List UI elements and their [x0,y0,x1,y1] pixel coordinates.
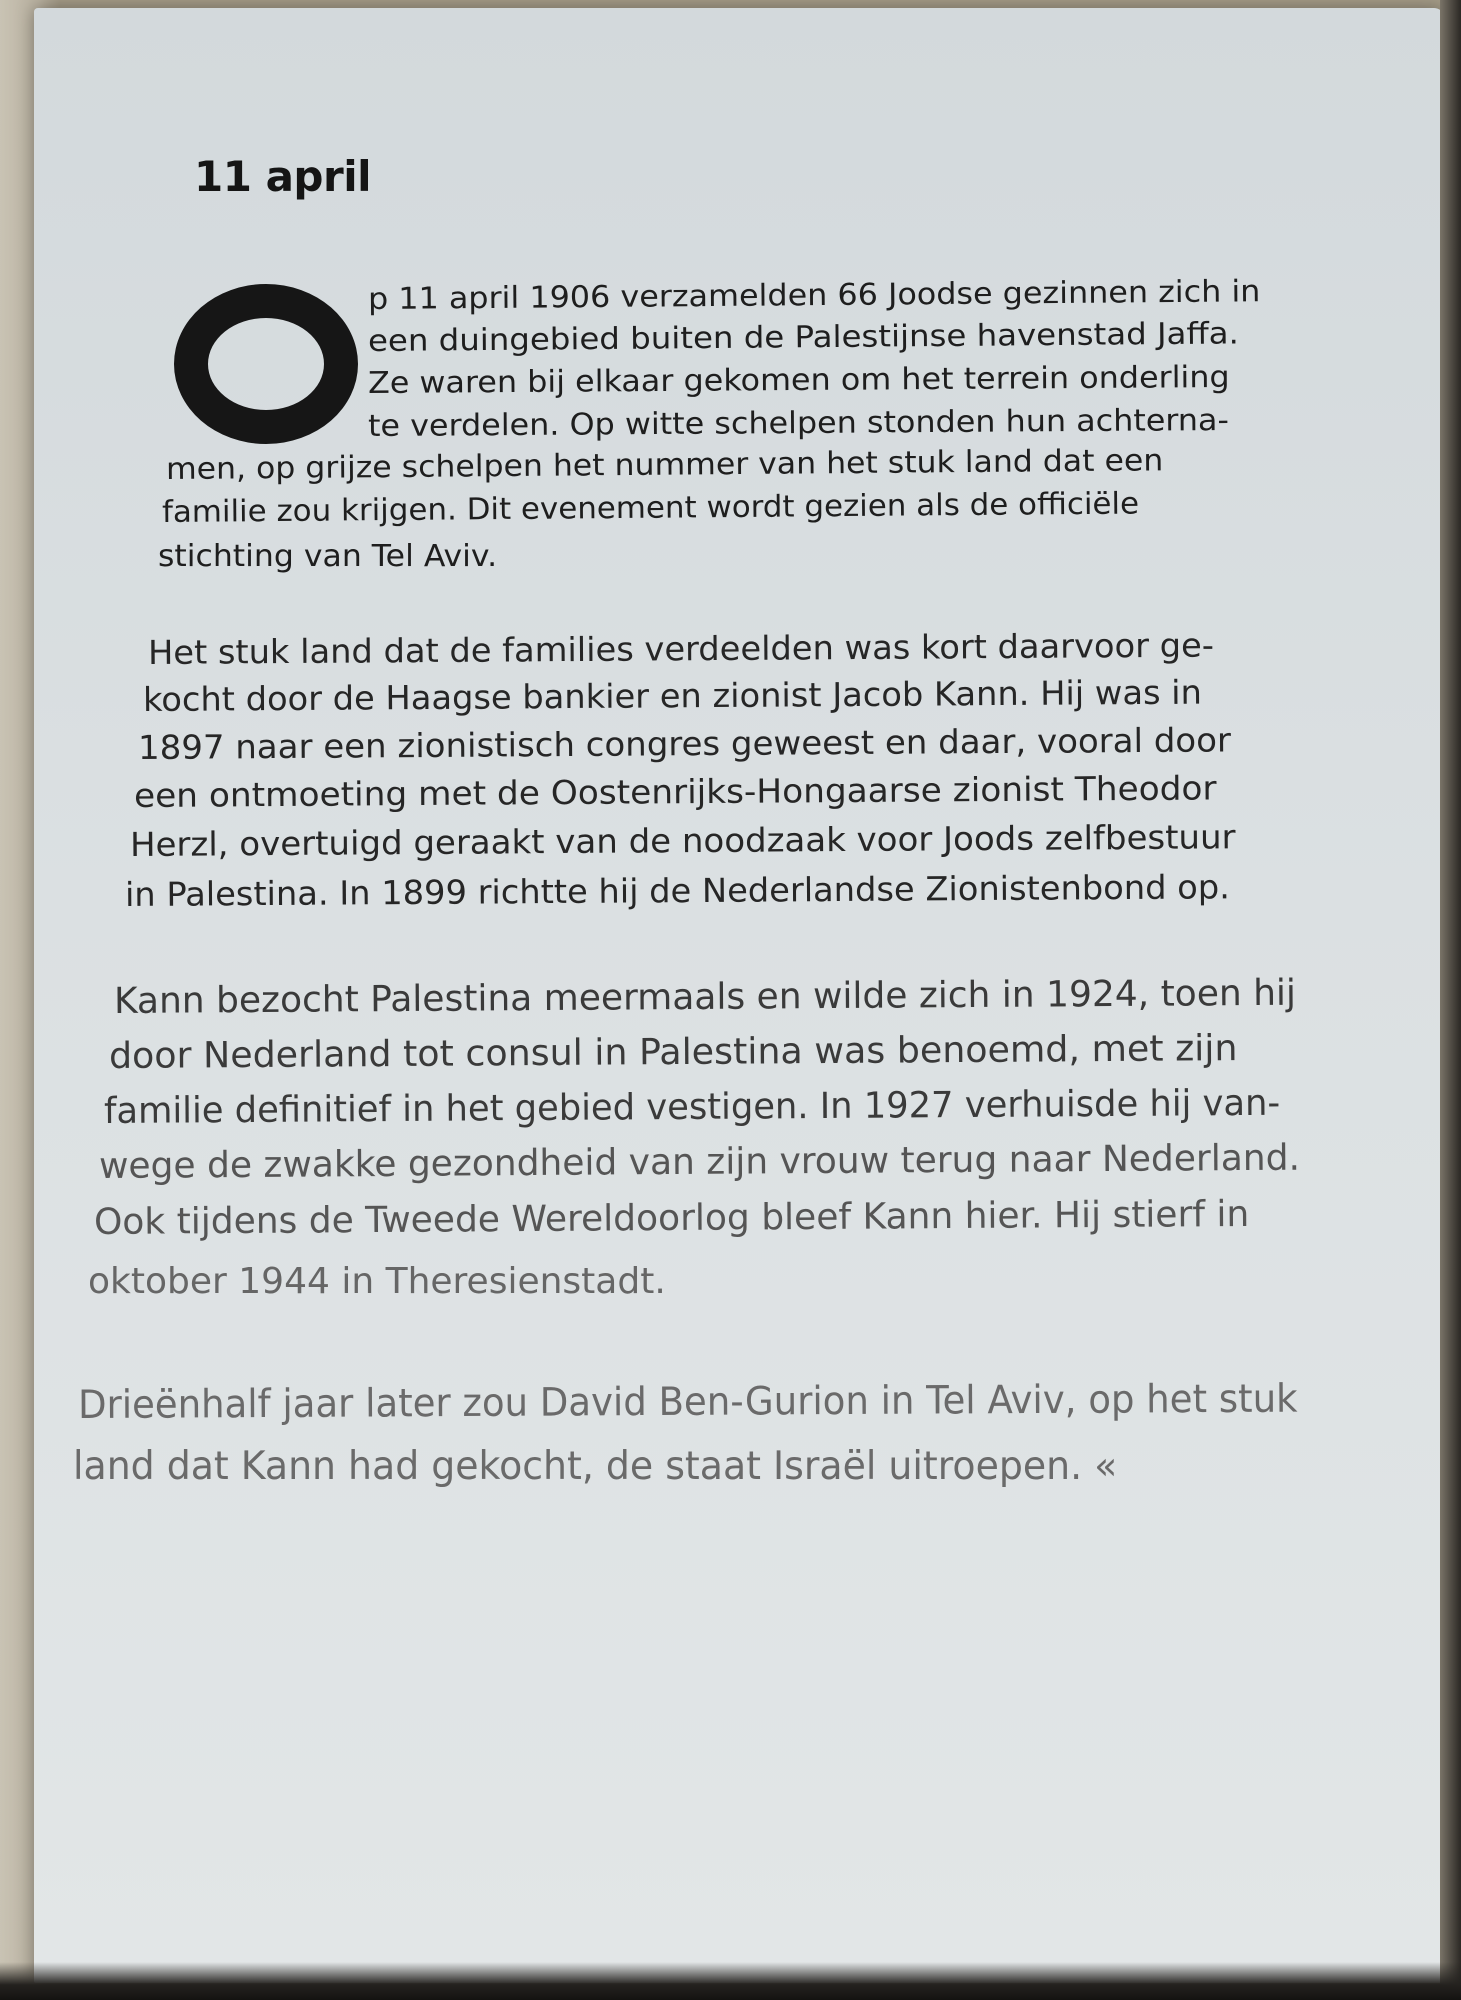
text-line: p 11 april 1906 verzamelden 66 Joodse gezinnen zich in [367,274,1261,317]
text-line: in Palestina. In 1899 richtte hij de Nederlandse Zionistenbond op. [124,867,1230,914]
text-line: familie zou krijgen. Dit evenement wordt gezien als de officiële [161,486,1140,530]
text-line: door Nederland tot consul in Palestina was benoemd, met zijn [108,1028,1238,1077]
text-line: oktober 1944 in Theresienstadt. [88,1261,666,1302]
text-line: stichting van Tel Aviv. [158,539,498,574]
page-title: 11 april [194,152,371,201]
text-line: Drieënhalf jaar later zou David Ben-Gurion in Tel Aviv, op het stuk [77,1376,1298,1428]
text-line: familie definitief in het gebied vestigen. In 1927 verhuisde hij van- [103,1082,1281,1132]
text-line: Ook tijdens de Tweede Wereldoorlog bleef Kann hier. Hij stierf in [93,1193,1250,1243]
text-line: een duingebied buiten de Palestijnse havenstad Jaffa. [367,316,1240,359]
text-line: Ze waren bij elkaar gekomen om het terrein onderling [367,359,1230,401]
text-line: land dat Kann had gekocht, de staat Israël uitroepen. « [73,1444,1118,1489]
text-line: te verdelen. Op witte schelpen stonden hun achterna- [367,402,1230,444]
text-line: Het stuk land dat de families verdeelden was kort daarvoor ge- [147,625,1215,672]
text-line: Kann bezocht Palestina meermaals en wilde zich in 1924, toen hij [113,972,1297,1022]
text-line: een ontmoeting met de Oostenrijks-Hongaarse zionist Theodor [133,768,1217,815]
page-bottom-shadow [0,1962,1461,2000]
text-line: men, op grijze schelpen het nummer van het stuk land dat een [165,443,1164,487]
text-line: kocht door de Haagse bankier en zionist Jacob Kann. Hij was in [142,672,1203,719]
text-line: 1897 naar een zionistisch congres geweest en daar, vooral door [137,720,1232,767]
text-line: Herzl, overtuigd geraakt van de noodzaak voor Joods zelfbestuur [129,817,1236,864]
text-line: wege de zwakke gezondheid van zijn vrouw terug naar Nederland. [98,1137,1301,1187]
